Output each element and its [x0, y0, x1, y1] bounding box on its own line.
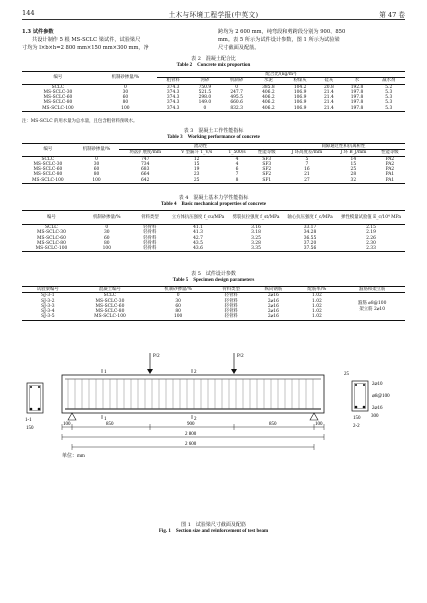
table-cell: 37.56 — [303, 246, 317, 252]
table-cell: 832.3 — [230, 105, 243, 111]
table-cell: 3.16 — [251, 225, 261, 230]
load-label-left: P/2 — [153, 354, 160, 359]
table3-group-passing: 间隙通过性和抗离析性 — [282, 144, 405, 150]
table-cell: 747 — [141, 156, 150, 162]
table3-title-en: Table 3 Working performance of concrete — [167, 135, 260, 141]
table-cell: 41.3 — [193, 230, 203, 236]
table-cell: SF2 — [262, 167, 272, 173]
table-cell: 7 — [235, 172, 239, 178]
section-1-label: 1-1 — [25, 418, 32, 423]
unit-label: 单位：mm — [62, 454, 85, 459]
table-cell: 2.30 — [366, 240, 376, 246]
page-number: 144 — [22, 9, 35, 17]
table-cell: SJ-3-2 — [41, 298, 55, 304]
table2-col: 粗骨料 — [166, 78, 180, 84]
table4 — [22, 210, 405, 252]
section-heading — [22, 28, 210, 36]
table-cell: 43.5 — [193, 240, 203, 246]
dim-span: 2 600 — [185, 442, 197, 447]
table-cell: 16 — [304, 167, 310, 173]
table-cell: SCLC — [103, 293, 117, 299]
table-cell: MS-SCLC-60 — [43, 95, 73, 101]
table3-title-cn: 表 3 混凝土工作性能指标 — [183, 128, 244, 134]
table-cell: MS-SCLC-80 — [37, 240, 66, 246]
table-cell: 106.9 — [293, 100, 307, 106]
table-cell: 21.4 — [323, 95, 334, 101]
table5-col: 混凝土编号 — [98, 287, 121, 292]
journal-title: 土木与环境工程学报(中英文) — [168, 11, 259, 19]
right-column-text — [218, 28, 406, 52]
table3-col: V 型漏斗 T_V/s — [181, 150, 213, 156]
table-cell: 734 — [141, 161, 150, 167]
table5-col: 箍筋和架立筋 — [359, 287, 386, 292]
table2-note: 注：MS-SCLC 的用水量为总水量，且包含粗骨料预吸水。 — [22, 119, 138, 124]
table-cell: 0 — [105, 225, 109, 230]
rebar-bottom-label: 2⌀16 — [372, 406, 383, 411]
table2-col: 水泥 — [263, 78, 273, 84]
section-2-label: 2-2 — [353, 424, 360, 429]
table2-col: 硅灰 — [324, 78, 334, 84]
table-cell: 5 — [305, 156, 309, 162]
table-cell: 106.9 — [293, 89, 307, 95]
table-cell: 2.33 — [366, 246, 376, 252]
table-cell: SF2 — [262, 172, 272, 178]
cut-label-1-top: 1 — [104, 370, 107, 375]
table-cell: 664 — [141, 172, 150, 178]
paragraph-line: 跨均为 2 600 mm，纯弯段和剪跨段分别为 900、850 — [218, 29, 346, 35]
table2-caption — [0, 56, 427, 70]
table-cell: 30 — [175, 298, 181, 304]
table-cell: MS-SCLC-100 — [35, 246, 68, 252]
table-cell: 0 — [203, 105, 207, 111]
table-cell: PA2 — [385, 156, 395, 162]
table2-head-rate: 机制砂掺量/% — [94, 72, 157, 85]
table-cell: 0 — [95, 156, 98, 162]
table-cell: 1.02 — [312, 293, 322, 299]
figure1-caption — [0, 522, 427, 536]
table-cell: 轻骨料 — [224, 303, 238, 309]
table-cell: 1.02 — [312, 298, 322, 304]
table2-col: 河砂 — [200, 78, 210, 84]
table-cell: 0 — [176, 293, 180, 299]
table-cell: 192.8 — [350, 84, 364, 90]
table-cell: 12 — [193, 156, 200, 162]
table-cell: 104.2 — [293, 84, 307, 90]
table5-col: 纵向钢筋 — [264, 287, 283, 292]
dim-100-right: 100 — [315, 422, 323, 427]
table-cell: 43.6 — [193, 246, 203, 252]
table5-caption — [0, 271, 427, 285]
cover-label: 25 — [344, 372, 349, 377]
table-cell: 32 — [350, 177, 357, 183]
table-cell: 406.2 — [262, 100, 275, 106]
table-cell: 5.3 — [385, 100, 393, 106]
figure1-caption-cn: 图 1 试验梁尺寸截面及配筋 — [181, 522, 246, 528]
table-cell: 21.4 — [323, 89, 334, 95]
table2-title-en: Table 2 Concrete mix proportion — [176, 63, 251, 69]
table-cell: 15 — [350, 161, 357, 167]
cut-label-2-bottom: 2 — [194, 417, 197, 422]
table-cell: 1.02 — [312, 314, 322, 320]
table-cell: 2⌀16 — [267, 293, 279, 299]
table-cell: 25 — [193, 177, 200, 183]
table-cell: 149.0 — [198, 100, 212, 106]
table-cell: 30 — [122, 89, 129, 95]
table-cell: 80 — [122, 100, 129, 106]
table-cell: 660.6 — [230, 100, 243, 106]
table-cell: 60 — [175, 303, 181, 309]
beam-elevation — [62, 369, 324, 422]
table-cell: 247.7 — [230, 89, 243, 95]
table5-col: 配筋率/% — [307, 287, 327, 292]
section-number: 1.3 — [22, 29, 32, 35]
table-cell: 197.8 — [350, 89, 364, 95]
dim-850-right: 850 — [269, 422, 277, 427]
table-cell: 5.3 — [385, 95, 393, 101]
table3-col: 坍落扩展度/mm — [129, 150, 162, 156]
table-cell: 20.8 — [323, 84, 334, 90]
table3-col: J 环 B_J/mm — [340, 150, 367, 156]
dim-850-left: 850 — [106, 422, 114, 427]
table3-caption — [0, 128, 427, 142]
table-cell: 21 — [304, 172, 310, 178]
dim-100-left: 100 — [63, 422, 71, 427]
table-cell: 3.28 — [251, 240, 261, 246]
table-cell: 34.28 — [303, 230, 317, 236]
table4-col: 机制砂掺量/% — [93, 214, 121, 220]
section-height: 300 — [371, 414, 379, 419]
table4-body — [22, 225, 405, 252]
table-cell: 5.3 — [385, 89, 393, 95]
load-label-right: P/2 — [237, 354, 244, 359]
dim-900: 900 — [187, 422, 195, 427]
table-cell: 4 — [235, 161, 239, 167]
table-cell: SJ-3-3 — [41, 303, 55, 309]
table-cell: 197.8 — [350, 105, 364, 111]
erection-bar-text: 架立筋 2⌀10 — [359, 306, 385, 312]
table-cell: 374.3 — [166, 105, 180, 111]
table-cell: 轻骨料 — [224, 293, 238, 299]
section-title: 试件参数 — [32, 29, 54, 35]
left-column-text — [22, 28, 210, 52]
table-cell: MS-SCLC-80 — [33, 172, 63, 178]
table-cell: 406.2 — [262, 89, 275, 95]
table-cell: 2⌀16 — [267, 298, 279, 304]
table-cell: 5.2 — [385, 84, 393, 90]
table5-col: 骨料类型 — [222, 287, 240, 292]
table-cell: 15 — [193, 161, 200, 167]
table-row — [22, 178, 405, 184]
table-cell: 197.8 — [350, 95, 364, 101]
table-cell: 6 — [235, 167, 239, 173]
table3-col: 性能等级 — [258, 150, 276, 156]
table-cell: 33.17 — [303, 225, 317, 230]
table2-col: 机制砂 — [230, 78, 244, 84]
table-cell: 41.1 — [193, 225, 203, 230]
table-cell: 374.3 — [166, 89, 180, 95]
table-cell: 2⌀16 — [267, 303, 279, 309]
table-cell: 4 — [235, 156, 239, 162]
table-cell: MS-SCLC-80 — [43, 100, 73, 106]
table-cell: 80 — [104, 240, 110, 246]
table-cell: SF3 — [262, 156, 272, 162]
table-cell: 2⌀16 — [267, 309, 279, 315]
table-cell: 80 — [93, 172, 100, 178]
table-cell: 100 — [121, 105, 130, 111]
rebar-top-label: 2⌀10 — [372, 382, 383, 387]
table-cell: 1.02 — [312, 309, 322, 315]
table-cell: 轻骨料 — [143, 230, 157, 236]
table-cell: 106.9 — [293, 95, 307, 101]
dim-total: 2 800 — [185, 432, 197, 437]
table-cell: MS-SCLC-30 — [95, 298, 125, 304]
table-cell: 21.4 — [323, 100, 334, 106]
cut-label-1-bottom: 1 — [104, 417, 107, 422]
paragraph-line: 共设计制作 5 根 MS-SCLC 梁试件，试验梁尺 — [32, 37, 141, 44]
table-cell: 197.8 — [350, 100, 364, 106]
table-cell: 30 — [104, 230, 110, 236]
table2-title-cn: 表 2 混凝土配合比 — [191, 56, 236, 62]
table-cell: 轻骨料 — [143, 246, 157, 252]
cut-label-2-top: 2 — [194, 370, 197, 375]
stirrup-text: 箍筋 ⌀8@100 — [358, 301, 387, 307]
table-cell: PA1 — [385, 177, 395, 183]
table-cell: 30 — [93, 161, 100, 167]
table-cell: MS-SCLC-60 — [33, 167, 63, 173]
table-cell: 36.55 — [303, 235, 317, 241]
paragraph-line: mm。表 5 所示为试件设计参数，图 1 所示为试验梁 — [218, 37, 340, 44]
section-2-2 — [344, 372, 390, 429]
table3-head-rate: 机制砂掺量/% — [74, 144, 120, 157]
table-cell: 100 — [102, 246, 111, 252]
table-cell: MS-SCLC-100 — [42, 105, 74, 111]
table-cell: 106.9 — [293, 105, 307, 111]
table5-col: 机制砂掺量/% — [164, 287, 192, 292]
table-cell: 25 — [350, 167, 357, 173]
table-cell: SCLC — [41, 156, 55, 162]
table-cell: 2.15 — [366, 225, 376, 230]
table-cell: 2.19 — [366, 230, 376, 236]
table-cell: 406.2 — [262, 95, 275, 101]
table4-col: 弹性模量试验值 E_c/10⁴ MPa — [340, 214, 402, 220]
table-cell: 374.3 — [166, 95, 180, 101]
table2-col: 减水剂 — [382, 78, 396, 84]
table-cell: MS-SCLC-30 — [43, 89, 73, 95]
table2-head-id: 编号 — [22, 72, 94, 85]
table-cell: 21.4 — [323, 105, 334, 111]
table3-col: J 环高度差/mm — [291, 150, 323, 156]
table-cell: 轻骨料 — [224, 309, 238, 315]
table-row — [22, 246, 405, 252]
table-cell: 80 — [175, 309, 181, 315]
table5-body — [22, 293, 405, 320]
table-cell: 100 — [173, 314, 183, 320]
table-cell: 轻骨料 — [224, 298, 238, 304]
section-1-1 — [25, 383, 43, 431]
table-cell: 轻骨料 — [143, 235, 157, 241]
table4-col: 立方体抗压强度 f_cu/MPa — [171, 214, 225, 220]
table4-title-en: Table 4 Basic mechanical properties of concrete — [160, 202, 267, 208]
table-cell: MS-SCLC-100 — [32, 177, 64, 183]
table-cell: 7 — [305, 161, 309, 167]
table-cell: 385.8 — [262, 84, 275, 90]
table3-head-id: 编号 — [22, 144, 74, 157]
table5-title-en: Table 5 Specimen design parameters — [172, 278, 255, 284]
table-cell: 1.02 — [312, 303, 322, 309]
table3-col: 性能等级 — [381, 150, 399, 156]
table2 — [22, 71, 405, 112]
table5-title-cn: 表 5 试件设计参数 — [191, 271, 236, 277]
table-cell: 100 — [92, 177, 101, 183]
table-cell: 轻骨料 — [143, 240, 157, 246]
table-cell: 60 — [93, 167, 100, 173]
table2-col: 粉煤灰 — [293, 78, 307, 84]
table-cell: MS-SCLC-60 — [37, 235, 66, 241]
table-cell: 60 — [104, 235, 110, 241]
table-row — [22, 106, 405, 112]
section-1-width: 150 — [26, 426, 34, 431]
table-cell: 521.5 — [198, 89, 212, 95]
table-cell: SF3 — [262, 161, 272, 167]
table4-col: 轴心抗压强度 f_c/MPa — [287, 214, 333, 220]
table-cell: 2.26 — [366, 235, 376, 241]
table-cell: 495.5 — [230, 95, 243, 101]
table-cell: SCLC — [45, 225, 58, 230]
table-cell: SF1 — [262, 177, 272, 183]
volume-label: 第 47 卷 — [379, 11, 405, 19]
table-cell: 14 — [350, 156, 357, 162]
table-cell: SJ-3-1 — [41, 293, 55, 299]
table-cell: 42.7 — [193, 235, 203, 241]
table-cell: 轻骨料 — [143, 225, 157, 230]
figure1-caption-en: Fig. 1 Section size and reinforcement of test beam — [158, 529, 269, 535]
figure1 — [22, 345, 405, 520]
table2-body — [22, 84, 405, 111]
table-cell: 轻骨料 — [224, 314, 238, 320]
table-cell: 27 — [304, 177, 310, 183]
table-cell: 5.3 — [385, 105, 393, 111]
table-cell: 406.2 — [262, 105, 275, 111]
paragraph-line: 寸均为 l×b×h=2 800 mm×150 mm×300 mm，净 — [22, 45, 149, 52]
table-cell: 19 — [193, 167, 200, 173]
table-cell: 374.3 — [166, 100, 180, 106]
table4-title-cn: 表 4 混凝土基本力学性能指标 — [178, 195, 249, 201]
table-cell: 3.25 — [251, 235, 261, 241]
table-cell: 2⌀16 — [267, 314, 279, 320]
table-cell: 3.35 — [251, 246, 261, 252]
table-cell: 374.3 — [166, 84, 180, 90]
table-cell: PA1 — [385, 172, 395, 178]
table4-col: 骨料类型 — [141, 214, 159, 220]
table-cell: MS-SCLC-30 — [37, 230, 66, 236]
table4-col: 编号 — [47, 214, 56, 220]
table-cell: 298.0 — [198, 95, 212, 101]
table-cell: SJ-3-5 — [41, 314, 55, 320]
table-cell: 28 — [350, 172, 357, 178]
table-cell: 8 — [235, 177, 239, 183]
table3 — [22, 143, 405, 184]
table-cell: 23 — [193, 172, 200, 178]
table-cell: PA2 — [385, 161, 395, 167]
table-cell: PA2 — [385, 167, 395, 173]
table-cell: 37.20 — [303, 240, 317, 246]
stirrup-label: ⌀8@100 — [372, 394, 390, 399]
table-cell: 683 — [141, 167, 150, 173]
table-cell: MS-SCLC-30 — [33, 161, 63, 167]
table3-body — [22, 156, 405, 183]
table3-col: T_500/s — [228, 150, 246, 156]
paragraph-line: 尺寸截面及配筋。 — [218, 45, 260, 52]
stirrup-cell — [339, 293, 405, 320]
section-2-width: 150 — [353, 416, 361, 421]
table5 — [22, 286, 405, 321]
table-cell: SJ-3-4 — [41, 309, 55, 315]
table-cell: 3.18 — [251, 230, 261, 236]
table-cell: MS-SCLC-80 — [95, 309, 125, 315]
table-cell: 0 — [123, 84, 127, 90]
table-cell: 60 — [122, 95, 129, 101]
table5-col: 试验梁编号 — [36, 287, 59, 292]
table-cell: 642 — [141, 177, 150, 183]
table4-caption — [0, 195, 427, 209]
table-cell: SCLC — [51, 84, 65, 90]
table-cell: 0 — [235, 84, 239, 90]
table-cell: MS-SCLC-60 — [95, 303, 125, 309]
table2-col: 水 — [354, 78, 360, 84]
table-cell: 750.9 — [198, 84, 212, 90]
table4-col: 劈裂抗拉强度 f_st/MPa — [232, 214, 280, 220]
table-cell: MS-SCLC-100 — [94, 314, 126, 320]
running-header — [22, 9, 405, 20]
table2-head-group: 配合比/(kg/m³) — [157, 72, 405, 78]
table3-group-flow: 流动性 — [119, 144, 282, 150]
